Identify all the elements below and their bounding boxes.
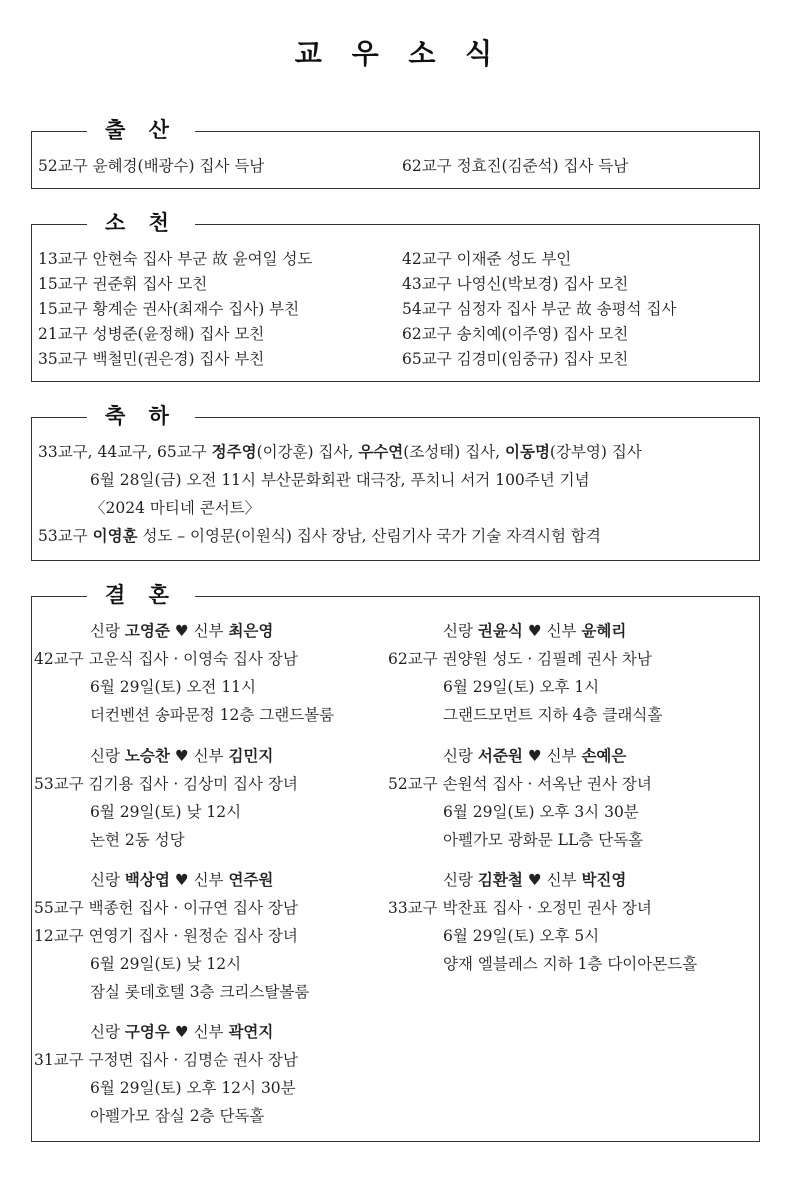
parents-line: 55교구 백종헌 집사 · 이규연 집사 장남: [34, 899, 298, 917]
death-entry: 43교구 나영신(박보경) 집사 모친: [402, 275, 629, 293]
groom-name: 구영우: [124, 1022, 170, 1041]
venue-line: 논현 2동 성당: [90, 831, 185, 849]
couple-line: 신랑 서준원 ♥ 신부 손예은: [443, 746, 627, 765]
congrats-line-1: 33교구, 44교구, 65교구 정주영(이강훈) 집사, 우수연(조성태) 집사, 이동명(강부영) 집사: [38, 442, 642, 461]
parents-line: 52교구 손원석 집사 · 서옥난 권사 장녀: [388, 775, 652, 793]
congrats-line-4: 53교구 이영훈 성도 – 이영문(이원식) 집사 장남, 산림기사 국가 기술 자격시험 합격: [38, 526, 601, 545]
date-line: 6월 29일(토) 오후 12시 30분: [90, 1079, 296, 1097]
couple-line: 신랑 고영준 ♥ 신부 최은영: [90, 621, 274, 640]
section-congrats: [31, 403, 760, 561]
honoree-name: 정주영: [211, 442, 257, 461]
venue-line: 아펠가모 잠실 2층 단독홀: [90, 1107, 265, 1125]
death-entry: 13교구 안현숙 집사 부군 故 윤여일 성도: [38, 250, 313, 268]
page-title: 교 우 소 식: [294, 37, 503, 70]
date-line: 6월 29일(토) 오후 5시: [443, 927, 600, 945]
bride-name: 박진영: [581, 870, 627, 889]
groom-name: 서준원: [477, 746, 523, 765]
groom-name: 권윤식: [477, 621, 523, 640]
couple-line: 신랑 백상엽 ♥ 신부 연주원: [90, 870, 274, 889]
section-birth: [31, 117, 760, 189]
bride-name: 곽연지: [228, 1022, 274, 1041]
section-title-congrats: 축 하: [87, 401, 195, 431]
parents-line: 53교구 김기용 집사 · 김상미 집사 장녀: [34, 775, 298, 793]
section-title-birth: 출 산: [87, 115, 195, 145]
venue-line: 그랜드모먼트 지하 4층 클래식홀: [443, 706, 663, 724]
heart-icon: ♥: [174, 1023, 189, 1041]
groom-name: 김환철: [477, 870, 523, 889]
date-line: 6월 29일(토) 오전 11시: [90, 678, 257, 696]
groom-name: 고영준: [124, 621, 170, 640]
groom-name: 노승찬: [124, 746, 170, 765]
congrats-line-2: 6월 28일(금) 오전 11시 부산문화회관 대극장, 푸치니 서거 100주년 기념: [90, 471, 590, 489]
birth-entry-left: 52교구 윤혜경(배광수) 집사 득남: [38, 157, 265, 175]
venue-line: 아펠가모 광화문 LL층 단독홀: [443, 831, 644, 849]
section-weddings: [31, 582, 760, 1142]
birth-entry-right: 62교구 정효진(김준석) 집사 득남: [402, 157, 629, 175]
section-title-weddings: 결 혼: [87, 580, 195, 610]
venue-line: 더컨벤션 송파문정 12층 그랜드볼룸: [90, 706, 335, 724]
honoree-name: 우수연: [358, 442, 404, 461]
bride-name: 윤혜리: [581, 621, 627, 640]
groom-name: 백상엽: [124, 870, 170, 889]
death-entry: 35교구 백철민(권은경) 집사 부친: [38, 350, 265, 368]
congrats-line-3: 〈2024 마티네 콘서트〉: [90, 499, 261, 517]
couple-line: 신랑 권윤식 ♥ 신부 윤혜리: [443, 621, 627, 640]
death-entry: 65교구 김경미(임중규) 집사 모친: [402, 350, 629, 368]
bride-name: 김민지: [228, 746, 274, 765]
honoree-name: 이영훈: [92, 526, 138, 545]
death-entry: 54교구 심정자 집사 부군 故 송평석 집사: [402, 300, 677, 318]
heart-icon: ♥: [174, 871, 189, 889]
date-line: 6월 29일(토) 오후 1시: [443, 678, 600, 696]
heart-icon: ♥: [527, 622, 542, 640]
bride-name: 손예은: [581, 746, 627, 765]
date-line: 6월 29일(토) 오후 3시 30분: [443, 803, 639, 821]
couple-line: 신랑 노승찬 ♥ 신부 김민지: [90, 746, 274, 765]
heart-icon: ♥: [174, 747, 189, 765]
death-entry: 15교구 황계순 권사(최재수 집사) 부친: [38, 300, 300, 318]
parents-line: 31교구 구정면 집사 · 김명순 권사 장남: [34, 1051, 298, 1069]
death-entry: 21교구 성병준(윤정해) 집사 모친: [38, 325, 265, 343]
couple-line: 신랑 김환철 ♥ 신부 박진영: [443, 870, 627, 889]
date-line: 6월 29일(토) 낮 12시: [90, 803, 242, 821]
heart-icon: ♥: [174, 622, 189, 640]
parents-line: 62교구 권양원 성도 · 김필례 권사 차남: [388, 650, 652, 668]
parents-line: 33교구 박찬표 집사 · 오정민 권사 장녀: [388, 899, 652, 917]
death-entry: 42교구 이재준 성도 부인: [402, 250, 572, 268]
heart-icon: ♥: [527, 871, 542, 889]
bride-name: 최은영: [228, 621, 274, 640]
heart-icon: ♥: [527, 747, 542, 765]
death-entry: 15교구 권준휘 집사 모친: [38, 275, 208, 293]
venue-line: 양재 엘블레스 지하 1층 다이아몬드홀: [443, 955, 698, 973]
parents-line: 12교구 연영기 집사 · 원정순 집사 장녀: [34, 927, 298, 945]
venue-line: 잠실 롯데호텔 3층 크리스탈볼룸: [90, 983, 310, 1001]
bride-name: 연주원: [228, 870, 274, 889]
couple-line: 신랑 구영우 ♥ 신부 곽연지: [90, 1022, 274, 1041]
section-deaths: [31, 210, 760, 382]
parents-line: 42교구 고운식 집사 · 이영숙 집사 장남: [34, 650, 298, 668]
section-title-deaths: 소 천: [87, 208, 195, 238]
date-line: 6월 29일(토) 낮 12시: [90, 955, 242, 973]
honoree-name: 이동명: [505, 442, 550, 461]
death-entry: 62교구 송치예(이주영) 집사 모친: [402, 325, 629, 343]
